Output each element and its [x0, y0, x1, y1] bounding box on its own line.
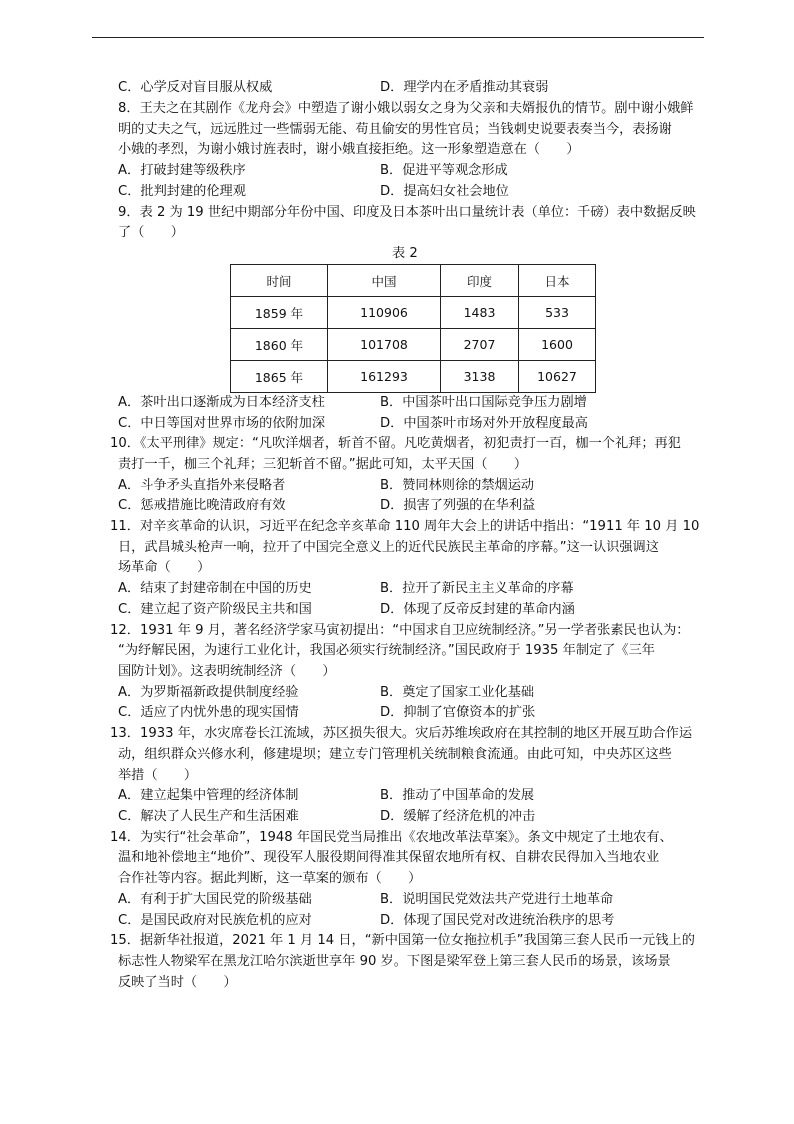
table-cell: 2707	[441, 329, 519, 361]
q15-stem-line-1: 15．据新华社报道，2021 年 1 月 14 日，“新中国第一位女拖拉机手”我国第三套人民币一元钱上的	[110, 933, 695, 948]
table-row	[231, 361, 596, 393]
q9-stem-line-1: 9．表 2 为 19 世纪中期部分年份中国、印度及日本茶叶出口量统计表（单位：千磅）表中数据反映	[118, 205, 696, 220]
table-header-cell: 日本	[519, 265, 596, 297]
q11-stem-line-2: 日，武昌城头枪声一响，拉开了中国完全意义上的近代民族民主革命的序幕。”这一认识强调这	[118, 540, 659, 555]
q7-option-c[interactable]: C．心学反对盲目服从权威	[118, 80, 273, 95]
q8-option-a[interactable]: A．打破封建等级秩序	[118, 163, 246, 178]
table-header-row	[231, 265, 596, 297]
q14-option-c[interactable]: C．是国民政府对民族危机的应对	[118, 913, 312, 928]
q10-stem-line-2: 责打一千，枷三个礼拜；三犯斩首不留。”据此可知，太平天国（ ）	[118, 457, 528, 472]
q11-stem-line-3: 场革命（ ）	[118, 560, 211, 575]
table-row	[231, 329, 596, 361]
q7-option-d[interactable]: D．理学内在矛盾推动其衰弱	[380, 80, 549, 95]
q12-option-b[interactable]: B．奠定了国家工业化基础	[380, 685, 535, 700]
q8-stem-line-2: 明的丈夫之气，远远胜过一些懦弱无能、苟且偷安的男性官员；当钱刺史说要表奏当今，表扬谢	[118, 122, 672, 137]
q9-option-d[interactable]: D．中国茶叶市场对外开放程度最高	[380, 416, 588, 431]
q8-stem-line-1: 8．王夫之在其剧作《龙舟会》中塑造了谢小娥以弱女之身为父亲和夫婿报仇的情节。剧中谢小娥鲜	[118, 101, 694, 116]
table-header-cell: 中国	[328, 265, 441, 297]
q13-stem-line-1: 13．1933 年，水灾席卷长江流域，苏区损失很大。灾后苏维埃政府在其控制的地区开展互助合作运	[110, 726, 693, 741]
header-rule	[92, 37, 704, 38]
q12-stem-line-2: “为纾解民困，为速行工业化计，我国必须实行统制经济。”国民政府于 1935 年制定了《三年	[118, 643, 655, 658]
q11-stem-line-1: 11．对辛亥革命的认识，习近平在纪念辛亥革命 110 周年大会上的讲话中指出：“1911 年 10 月 10	[110, 519, 700, 534]
q13-option-c[interactable]: C．解决了人民生产和生活困难	[118, 809, 299, 824]
q12-stem-line-3: 国防计划》。这表明统制经济（ ）	[118, 664, 336, 679]
q15-stem-line-3: 反映了当时（ ）	[118, 975, 237, 990]
q11-option-b[interactable]: B．拉开了新民主主义革命的序幕	[380, 581, 574, 596]
q11-option-c[interactable]: C．建立起了资产阶级民主共和国	[118, 602, 312, 617]
q14-stem-line-3: 合作社等内容。据此判断，这一草案的颁布（ ）	[118, 871, 422, 886]
q9-option-c[interactable]: C．中日等国对世界市场的依附加深	[118, 416, 326, 431]
q12-option-d[interactable]: D．抑制了官僚资本的扩张	[380, 705, 536, 720]
q14-option-b[interactable]: B．说明国民党效法共产党进行土地革命	[380, 892, 614, 907]
q13-option-d[interactable]: D．缓解了经济危机的冲击	[380, 809, 536, 824]
table-header-cell: 时间	[231, 265, 328, 297]
q10-option-b[interactable]: B．赞同林则徐的禁烟运动	[380, 478, 535, 493]
q10-stem-line-1: 10．《太平刑律》规定：“凡吹洋烟者，斩首不留。凡吃黄烟者，初犯责打一百，枷一个礼拜；再犯	[110, 436, 681, 451]
q11-option-a[interactable]: A．结束了封建帝制在中国的历史	[118, 581, 312, 596]
q8-stem-line-3: 小娥的孝烈，为谢小娥讨旌表时，谢小娥直接拒绝。这一形象塑造意在（ ）	[118, 142, 580, 157]
table-cell: 1860 年	[231, 329, 328, 361]
table-cell: 10627	[519, 361, 596, 393]
q13-stem-line-3: 举措（ ）	[118, 768, 198, 783]
table-cell: 1600	[519, 329, 596, 361]
q11-option-d[interactable]: D．体现了反帝反封建的革命内涵	[380, 602, 575, 617]
q9-stem-line-2: 了（ ）	[118, 225, 184, 240]
q13-stem-line-2: 动，组织群众兴修水利，修建堤坝；建立专门管理机关统制粮食流通。由此可知，中央苏区这些	[118, 747, 672, 762]
q10-option-a[interactable]: A．斗争矛头直指外来侵略者	[118, 478, 286, 493]
table-cell: 533	[519, 297, 596, 329]
q8-option-d[interactable]: D．提高妇女社会地位	[380, 184, 509, 199]
q14-stem-line-1: 14．为实行“社会革命”，1948 年国民党当局推出《农地改革法草案》。条文中规定了土地农有、	[110, 830, 673, 845]
q14-option-a[interactable]: A．有利于扩大国民党的阶级基础	[118, 892, 312, 907]
table-cell: 1483	[441, 297, 519, 329]
q14-option-d[interactable]: D．体现了国民党对改进统治秩序的思考	[380, 913, 615, 928]
q8-option-c[interactable]: C．批判封建的伦理观	[118, 184, 246, 199]
table-cell: 1865 年	[231, 361, 328, 393]
table-cell: 110906	[328, 297, 441, 329]
table-cell: 3138	[441, 361, 519, 393]
table-cell: 101708	[328, 329, 441, 361]
q13-option-a[interactable]: A．建立起集中管理的经济体制	[118, 788, 299, 803]
q13-option-b[interactable]: B．推动了中国革命的发展	[380, 788, 535, 803]
tea-export-table	[230, 264, 596, 393]
q15-stem-line-2: 标志性人物梁军在黑龙江哈尔滨逝世享年 90 岁。下图是梁军登上第三套人民币的场景，该场景	[118, 954, 671, 969]
q12-option-a[interactable]: A．为罗斯福新政提供制度经验	[118, 685, 299, 700]
table-caption: 表 2	[392, 246, 418, 261]
q9-option-a[interactable]: A．茶叶出口逐渐成为日本经济支柱	[118, 395, 325, 410]
q14-stem-line-2: 温和地补偿地主“地价”、现役军人服役期间得准其保留农地所有权、自耕农民得加入当地农业	[118, 850, 660, 865]
q8-option-b[interactable]: B．促进平等观念形成	[380, 163, 508, 178]
table-cell: 161293	[328, 361, 441, 393]
table-header-cell: 印度	[441, 265, 519, 297]
q10-option-d[interactable]: D．损害了列强的在华利益	[380, 498, 536, 513]
table-row	[231, 297, 596, 329]
q9-option-b[interactable]: B．中国茶叶出口国际竞争压力剧增	[380, 395, 587, 410]
table-cell: 1859 年	[231, 297, 328, 329]
q12-option-c[interactable]: C．适应了内忧外患的现实国情	[118, 705, 299, 720]
q12-stem-line-1: 12．1931 年 9 月，著名经济学家马寅初提出：“中国求自卫应统制经济。”另一学者张素民也认为：	[110, 623, 690, 638]
q10-option-c[interactable]: C．惩戒措施比晚清政府有效	[118, 498, 286, 513]
